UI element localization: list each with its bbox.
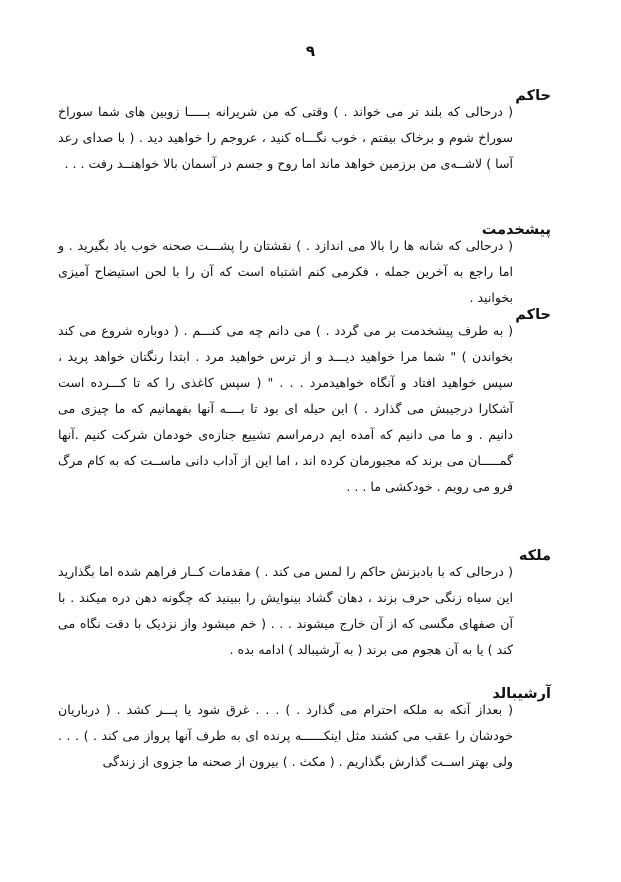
speaker-name: پیشخدمت <box>481 222 551 238</box>
dialogue-text: ( درحالی که بلند تر می خواند . ) وقتی که من شریرانه بـــــا زوبین های شما سوراخ سوراخ شوم و برخاک بیفتم ، خوب نگـــاه کنید ، عروجم را خواهید دید . ( با صدای رعد آسا ) لاشــه‌ی من برزمین خواهد ماند اما روح و جسم در آسمان بالا خواهنــد رفت . . . <box>58 103 513 171</box>
dialogue-text: ( به طرف پیشخدمت بر می گردد . ) می دانم چه می کنـــم . ( دوباره شروع می کند بخواندن ) " شما مرا خواهید دیـــد و از ترس خواهید مرد . ابتدا رنگتان خواهد پرید ، سپس خواهید افتاد و آنگاه خواهیدمرد . . . " ( سپس کاغذی را که تا کـــرده است آشکارا درجیبش می گذارد . ) این حیله ای بود تا بــــه آنها بفهمانیم که ما چیزی می دانیم . و ما می دانیم که آمده ایم درمراسم تشییع جنازه‌ی خودمان شرکت کنیم .آنها گمـــــان می برند که مجبورمان کرده اند ، اما این از آداب دانی ماســت که به کام مرگ فرو می رویم . خودکشی ما . . . <box>58 322 513 494</box>
dialogue-text: ( درحالی که با بادبزنش حاکم را لمس می کند . ) مقدمات کــار فراهم شده اما بگذارید این سیاه زنگی حرف بزند ، دهان گشاد بینوایش را ببینید که چگونه دهن دره میکند . با آن صفهای مگسی که از آن خارج میشوند . . . ( خم میشود واز نزدیک با دقت نگاه می کند ) یا به آن هجوم می برند ( به آرشیبالد ) ادامه بده . <box>58 563 513 657</box>
page-number: ۹ <box>305 42 316 60</box>
speaker-name: حاکم <box>515 88 551 104</box>
speaker-name: آرشیبالد <box>492 686 551 702</box>
speaker-name: حاکم <box>515 307 551 323</box>
dialogue-text: ( درحالی که شانه ها را بالا می اندازد . ) نقشتان را پشـــت صحنه خوب یاد بگیرید . و اما راجع به آخرین جمله ، فکرمی کنم اشتباه است که آن را با لحن استیضاح آمیزی بخوانید . <box>58 237 513 305</box>
dialogue-text: ( بعداز آنکه به ملکه احترام می گذارد . ) . . . غرق شود یا پـــر کشد . ( درباریان خودشان را عقب می کشند مثل اینکــــــه پرنده ای به طرف آنها پرواز می کند . ) . . . ولی بهتر اســت گذارش بگذاریم . ( مکث . ) بیرون از صحنه ما جزوی از زندگی <box>58 701 513 769</box>
speaker-name: ملکه <box>518 548 551 564</box>
